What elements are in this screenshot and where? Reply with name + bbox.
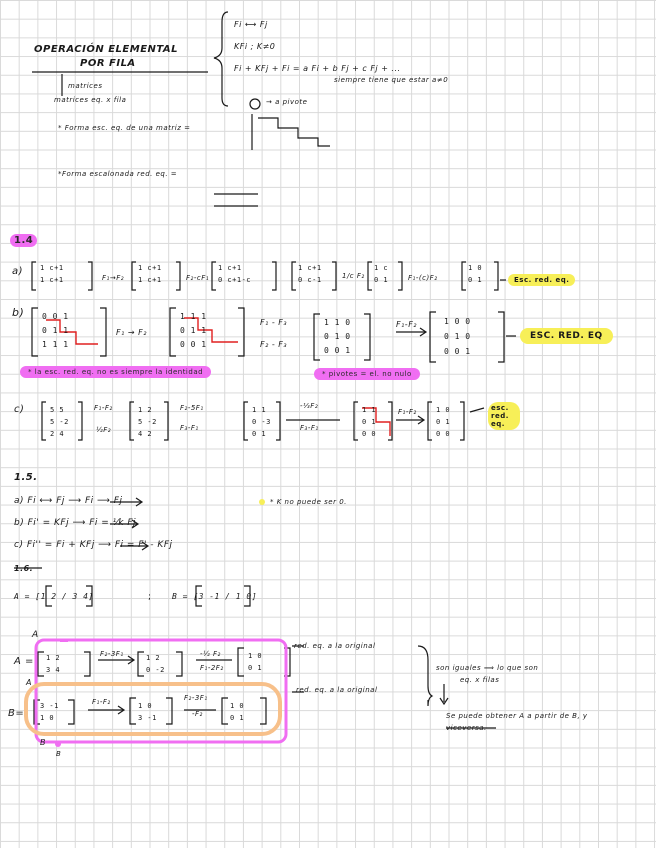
- pivot-circle: [250, 99, 260, 109]
- A-label: A =: [14, 656, 34, 667]
- matrix-B2: 1 0 0 1: [230, 702, 245, 722]
- matrix-A2: 1 0 0 1: [248, 652, 263, 672]
- header-brace: [214, 12, 228, 106]
- B-op-1: F₁-F₂: [92, 698, 111, 706]
- b-op-1: F₁ → F₂: [116, 328, 147, 337]
- matrix-B1: 1 0 3 -1: [138, 702, 157, 722]
- conclusion-2: eq. x filas: [460, 676, 500, 684]
- matrix-a4: 1 c 0 1: [374, 264, 389, 284]
- A-note: red. eq. a la original: [294, 642, 376, 650]
- matrix-a0: 1 c+1 1 c+1: [40, 264, 64, 284]
- matrix-b2: 1 1 0 0 1 0 0 0 1: [324, 318, 351, 355]
- conclusion-4: viceversa.: [446, 724, 487, 732]
- matrix-B0: 3 -1 1 0: [40, 702, 59, 722]
- c-op-4: F₃-F₁: [180, 424, 199, 432]
- matrix-c4: 1 0 0 1 0 0: [436, 406, 451, 438]
- staircase-1: [258, 118, 330, 146]
- s15-c: c) Fi'' = Fi + KFj ⟶ Fi = F' - KFj: [14, 540, 173, 550]
- matrix-c1: 1 2 5 -2 4 2: [138, 406, 157, 438]
- matrix-c3: 1 1 0 1 0 0: [362, 406, 377, 438]
- conclusion-3: Se puede obtener A a partir de B, y: [446, 712, 588, 720]
- c-op-5: -⅓F₂: [300, 402, 319, 410]
- c-op-2: ½F₂: [96, 426, 112, 434]
- b-arrow-1: [396, 328, 426, 336]
- matrix-A0: 1 2 3 4: [46, 654, 61, 674]
- c-result-badge: esc. red. eq.: [488, 402, 520, 430]
- forma-red: *Forma escalonada red. eq. =: [58, 170, 178, 178]
- pink-dot: [55, 741, 61, 747]
- matrix-A1: 1 2 0 -2: [146, 654, 165, 674]
- section-1-5-label: 1.5.: [14, 472, 38, 483]
- matrix-c0: 5 5 5 -2 2 4: [50, 406, 69, 438]
- c-op-7: F₁-F₂: [398, 408, 417, 416]
- B-op-2: F₂-3F₁: [184, 694, 208, 702]
- rule-combine: Fi + KFj + Fi = a Fi + b Fj + c Fj + ...: [234, 64, 401, 73]
- A-op-2: -½ F₂: [200, 650, 221, 658]
- c-op-3: F₂-5F₁: [180, 404, 204, 412]
- matrix-a3: 1 c+1 0 c-1: [298, 264, 322, 284]
- a-op-1: F₁→F₂: [102, 274, 125, 282]
- part-c-label: c): [14, 404, 25, 415]
- b-result-badge: ESC. RED. EQ: [520, 328, 613, 344]
- def-B: B = [3 -1 / 1 0]: [172, 592, 258, 601]
- s15-b: b) Fi' = KFj ⟶ Fi = ⅟k Fj: [14, 518, 137, 528]
- matrix-a5: 1 0 0 1: [468, 264, 483, 284]
- A-op-1: F₂-3F₁: [100, 650, 124, 658]
- c-op-1: F₁-F₂: [94, 404, 113, 412]
- def-separator: ;: [148, 592, 152, 602]
- matrix-b1: 1 1 1 0 1 1 0 0 1: [180, 312, 207, 349]
- a-result-badge: Esc. red. eq.: [508, 274, 575, 286]
- note-identity: * la esc. red. eq. no es siempre la identidad: [20, 366, 211, 378]
- tag-A-mid: A: [26, 678, 32, 687]
- tag-B-bot-2: B: [56, 750, 62, 758]
- matrix-b3: 1 0 0 0 1 0 0 0 1: [444, 317, 471, 356]
- c-op-6: F₃-F₁: [300, 424, 319, 432]
- pink-box-b: [60, 640, 68, 642]
- A-op-3: F₁-2F₂: [200, 664, 224, 672]
- section-1-4-label: 1.4: [10, 234, 37, 247]
- part-b-label: b): [12, 306, 25, 319]
- a-op-2: F₂-cF₁: [186, 274, 210, 282]
- matrix-a2: 1 c+1 0 c+1-c: [218, 264, 252, 284]
- note-pivots: * pivotes = el. no nulo: [314, 368, 420, 380]
- a-op-4: F₁-(c)F₂: [408, 274, 438, 282]
- header-sub-matrices: matrices: [68, 82, 103, 90]
- B-note: red. eq. a la original: [296, 686, 378, 694]
- tag-B-bot: B: [40, 738, 46, 747]
- matrix-a1: 1 c+1 1 c+1: [138, 264, 162, 284]
- title-line-1: OPERACIÓN ELEMENTAL: [34, 44, 179, 55]
- def-A: A = [1 2 / 3 4]: [14, 592, 94, 601]
- rule-note: siempre tiene que estar a≠0: [334, 76, 449, 84]
- matrix-b0: 0 0 1 0 1 1 1 1 1: [42, 312, 69, 349]
- yellow-dot: [259, 499, 265, 505]
- forma-esc: * Forma esc. eq. de una matriz =: [58, 124, 191, 132]
- b-op-3: F₂ - F₃: [260, 340, 288, 349]
- header-sub-eq: matrices eq. x fila: [54, 96, 127, 104]
- red-underline: [214, 194, 258, 206]
- s15-a: a) Fi ⟷ Fj ⟶ Fi ⟶ Fj: [14, 496, 123, 506]
- title-line-2: POR FILA: [80, 58, 136, 69]
- pivot-label: → a pivote: [266, 98, 308, 106]
- tag-A-top: A: [32, 630, 39, 640]
- part-a-label: a): [12, 266, 24, 277]
- rule-scale: KFi ; K≠0: [234, 42, 276, 51]
- B-op-3: -F₂: [192, 710, 203, 718]
- s15-note: * K no puede ser 0.: [270, 498, 347, 506]
- b-op-2: F₁ - F₃: [260, 318, 288, 327]
- conclusion-1: son iguales ⟹ lo que son: [436, 664, 539, 672]
- B-label: B=: [8, 708, 25, 719]
- matrix-c2: 1 1 0 -3 0 1: [252, 406, 271, 438]
- b-op-4: F₁-F₂: [396, 320, 418, 329]
- a-op-3: 1/c F₂: [342, 272, 365, 280]
- section-1-6-label: 1.6.: [14, 564, 34, 573]
- rule-swap: Fi ⟷ Fj: [234, 20, 268, 29]
